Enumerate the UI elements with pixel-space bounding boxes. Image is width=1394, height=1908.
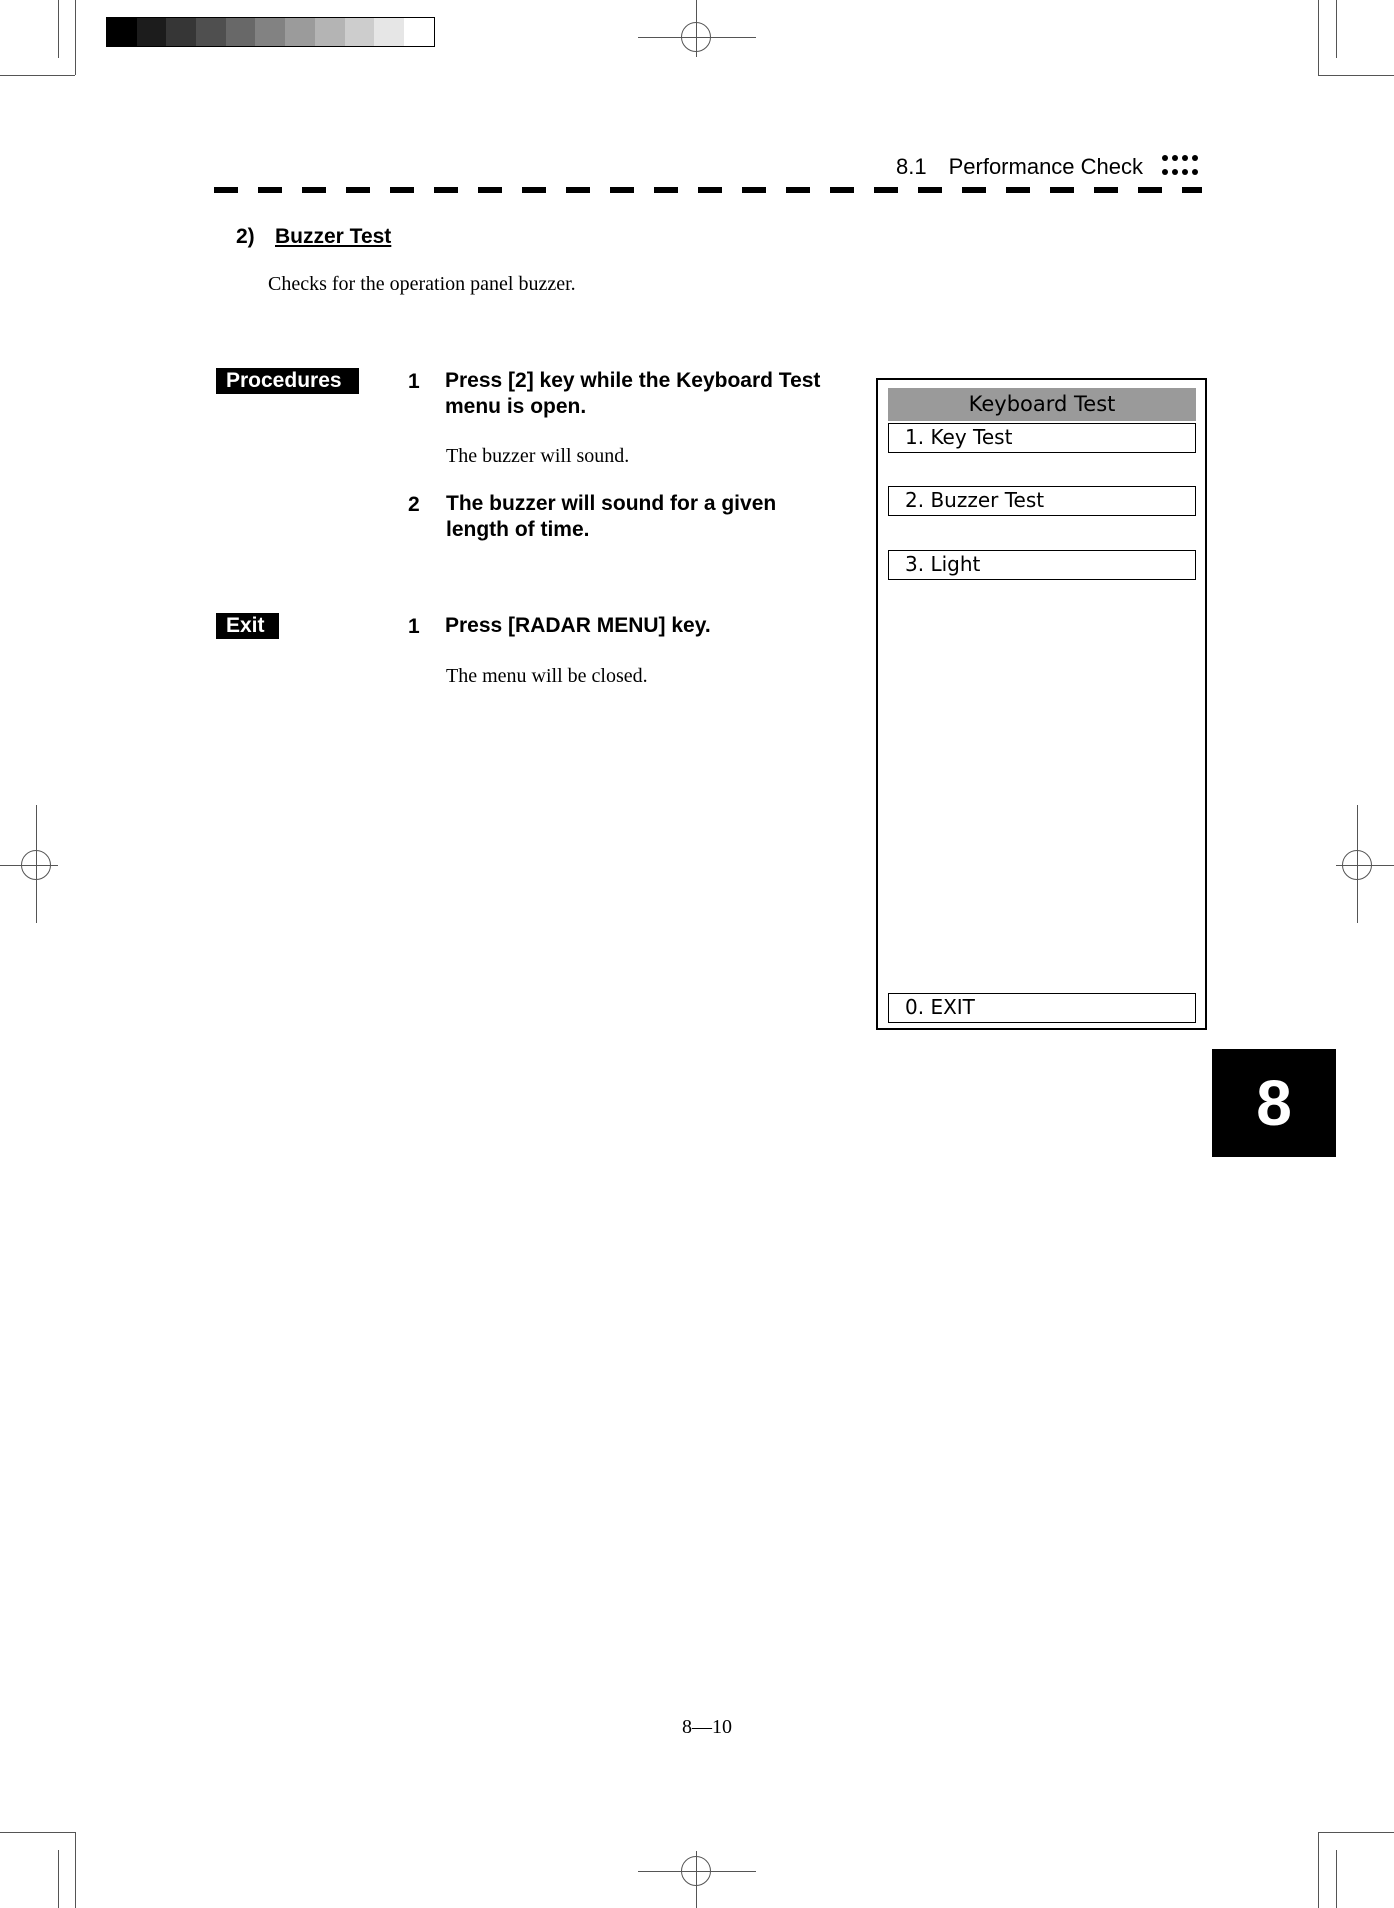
procedure-step-1-text: Press [2] key while the Keyboard Test menu is open. (445, 369, 821, 418)
gray-scale-cell (196, 18, 226, 46)
section-intro: Checks for the operation panel buzzer. (268, 273, 576, 295)
registration-mark (681, 1856, 711, 1886)
gray-scale-cell (107, 18, 137, 46)
procedure-step-1-number: 1 (408, 370, 420, 393)
procedure-step-1-note: The buzzer will sound. (446, 445, 630, 467)
header-section-title: Performance Check (948, 154, 1144, 179)
procedures-label: Procedures (216, 368, 359, 394)
header-section-number: 8.1 (896, 154, 927, 179)
gray-scale-cell (404, 18, 434, 46)
gray-scale-cell (315, 18, 345, 46)
registration-mark (681, 22, 711, 52)
exit-label: Exit (216, 613, 279, 639)
section-number: 2) (236, 225, 255, 248)
exit-step-1-text: Press [RADAR MENU] key. (445, 614, 711, 637)
exit-step-1-note: The menu will be closed. (446, 665, 648, 687)
gray-scale-cell (137, 18, 167, 46)
header-dots-icon (1162, 153, 1202, 181)
gray-scale-cell (285, 18, 315, 46)
registration-mark (1342, 850, 1372, 880)
menu-item-buzzer-test[interactable]: 2. Buzzer Test (888, 486, 1196, 516)
crop-mark (75, 1832, 76, 1908)
running-header (896, 154, 1143, 180)
exit-step-1-number: 1 (408, 615, 420, 638)
keyboard-test-menu (876, 378, 1207, 1030)
crop-mark (1318, 0, 1319, 75)
page-number: 8—10 (682, 1716, 732, 1738)
chapter-tab: 8 (1212, 1049, 1336, 1157)
gray-scale-strip (106, 17, 435, 47)
procedure-step-2-text: The buzzer will sound for a given length of time. (446, 492, 777, 541)
gray-scale-cell (345, 18, 375, 46)
section-title: Buzzer Test (275, 225, 392, 248)
procedure-step-2-number: 2 (408, 493, 420, 516)
header-dashed-rule (214, 187, 1202, 193)
menu-item-light[interactable]: 3. Light (888, 550, 1196, 580)
menu-title: Keyboard Test (888, 388, 1196, 421)
registration-mark (21, 850, 51, 880)
crop-mark (1336, 0, 1337, 58)
crop-mark (58, 0, 59, 58)
crop-mark (0, 75, 75, 76)
crop-mark (1318, 1832, 1319, 1908)
crop-mark (1318, 1832, 1394, 1833)
gray-scale-cell (166, 18, 196, 46)
menu-item-key-test[interactable]: 1. Key Test (888, 423, 1196, 453)
crop-mark (1336, 1850, 1337, 1908)
gray-scale-cell (226, 18, 256, 46)
crop-mark (75, 0, 76, 75)
gray-scale-cell (255, 18, 285, 46)
menu-item-exit[interactable]: 0. EXIT (888, 993, 1196, 1023)
crop-mark (58, 1850, 59, 1908)
gray-scale-cell (374, 18, 404, 46)
crop-mark (1318, 75, 1394, 76)
crop-mark (0, 1832, 75, 1833)
